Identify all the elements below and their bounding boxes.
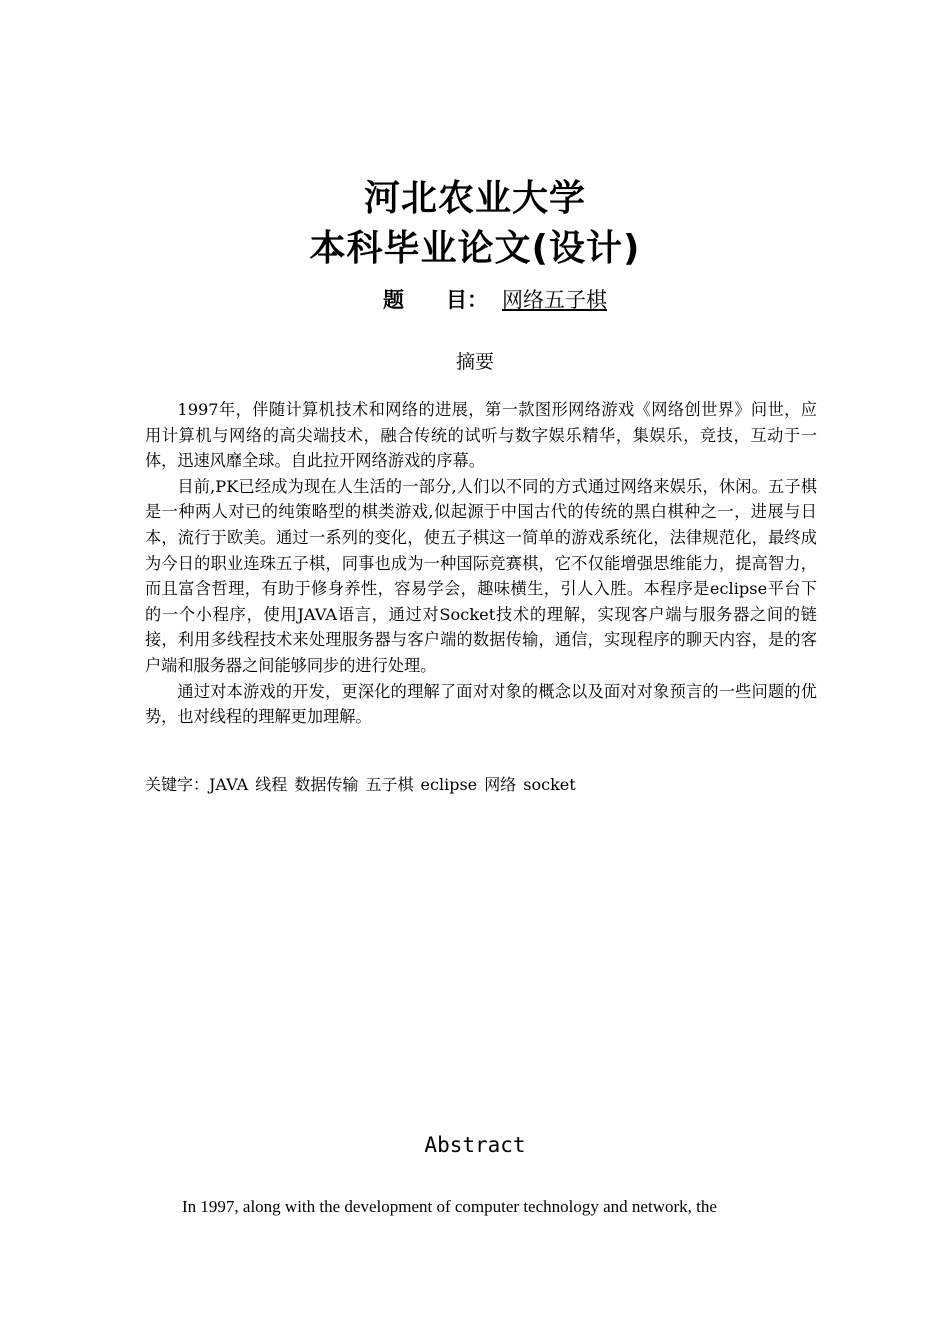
abstract-zh-paragraph-3: 通过对本游戏的开发，更深化的理解了面对对象的概念以及面对对象预言的一些问题的优势，也对线程的理解更加理解。 <box>145 681 817 727</box>
topic-value: 网络五子棋 <box>502 288 607 312</box>
abstract-zh-body <box>145 397 817 730</box>
abstract-zh-heading: 摘要 <box>455 351 494 373</box>
abstract-en-first-line: In 1997, along with the development of computer technology and network, the <box>182 1197 717 1216</box>
topic-line <box>0 285 950 315</box>
university-title: 河北农业大学 <box>363 178 586 219</box>
abstract-zh-paragraph-1: 1997年，伴随计算机技术和网络的进展，第一款图形网络游戏《网络创世界》问世，应用计算机与网络的高尖端技术，融合传统的试听与数字娱乐精华，集娱乐，竞技，互动于一体，迅速风靡全球。自此拉开网络游戏的序幕。 <box>145 400 817 471</box>
thesis-type-title: 本科毕业论文(设计) <box>309 228 641 269</box>
abstract-en-heading: Abstract <box>424 1133 526 1157</box>
topic-label: 题 目： <box>383 288 488 312</box>
abstract-zh-paragraph-2: 目前,PK已经成为现在人生活的一部分,人们以不同的方式通过网络来娱乐，休闲。五子棋是一种两人对已的纯策略型的棋类游戏,似起源于中国古代的传统的黑白棋种之一，进展与日本，流行于欧美。通过一系列的变化，使五子棋这一简单的游戏系统化，法律规范化，最终成为今日的职业连珠五子棋，同事也成为一种国际竞赛棋，它不仅能增强思维能力，提高智力，而且富含哲理，有助于修身养性，容易学会，趣味横生，引人入胜。本程序是eclipse平台下的一个小程序，使用JAVA语言，通过对Socket技术的理解，实现客户端与服务器之间的链接，利用多线程技术来处理服务器与客户端的数据传输，通信，实现程序的聊天内容，是的客户端和服务器之间能够同步的进行处理。 <box>145 476 817 675</box>
keywords-zh: 关键字：JAVA 线程 数据传输 五子棋 eclipse 网络 socket <box>145 775 576 794</box>
